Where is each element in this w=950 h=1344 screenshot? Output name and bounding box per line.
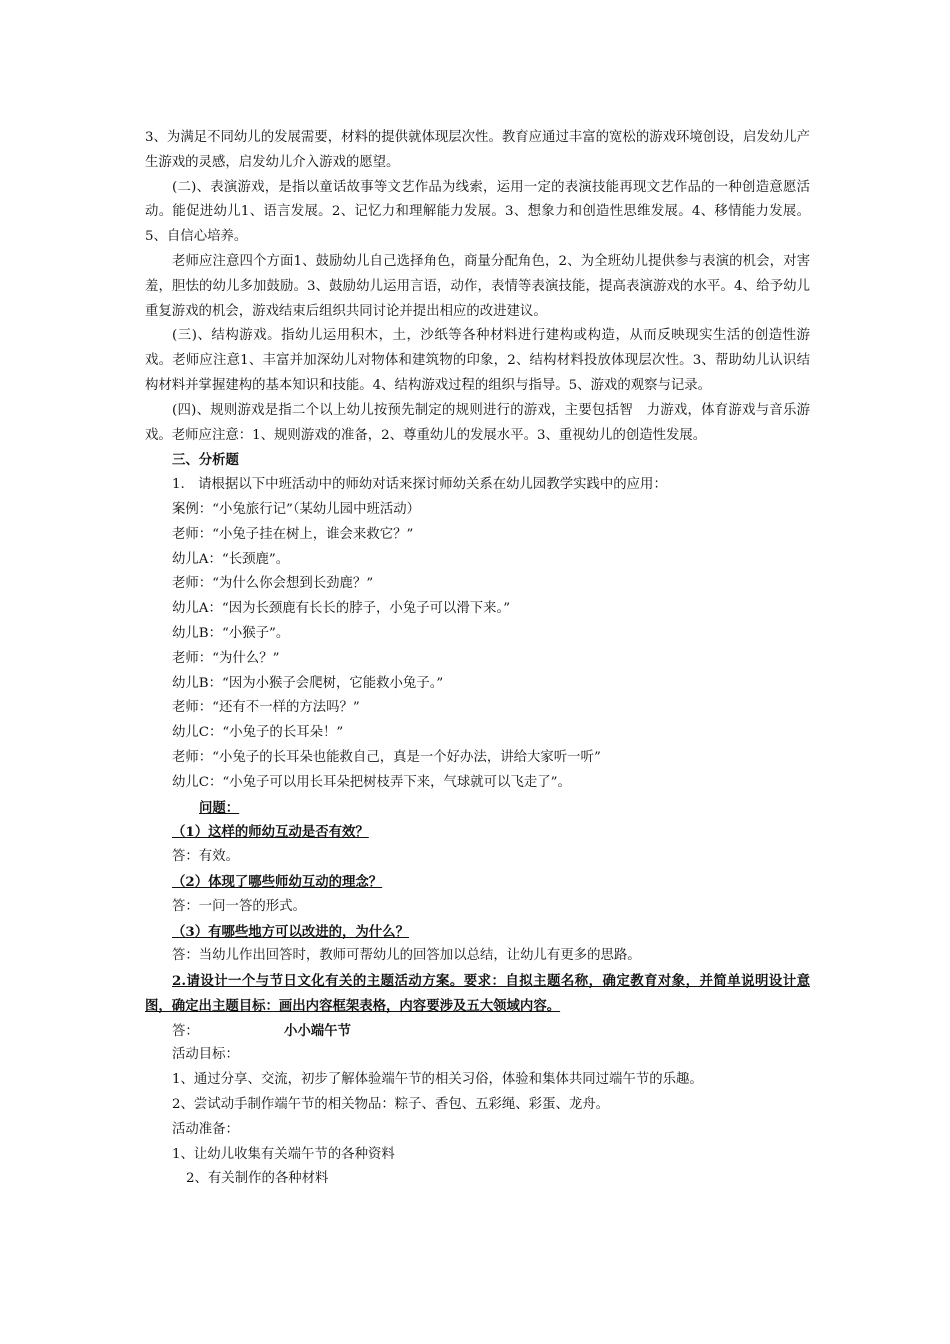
answer-1: 答：有效。 — [172, 849, 239, 865]
goal-item: 2、尝试动手制作端午节的相关物品：粽子、香包、五彩绳、彩蛋、龙舟。 — [172, 1097, 610, 1113]
paragraph-construction-game: (三)、结构游戏。指幼儿运用积木，土，沙纸等各种材料进行建构或构造，从而反映现实生活的创造性游戏。老师应注意1、丰富并加深幼儿对物体和建筑物的印象，2、结构材料投放体现层次性。3、帮助幼儿认识结构材料并掌握建构的基本知识和技能。4、结构游戏过程的组织与指导。5、游戏的观察与记录。 — [145, 328, 810, 393]
question-2: （2）体现了哪些师幼互动的理念？ — [172, 873, 383, 890]
goals-label: 活动目标： — [172, 1047, 239, 1063]
prep-label: 活动准备： — [172, 1121, 239, 1137]
dialogue-line: 老师：“小兔子的长耳朵也能救自己，真是一个好办法，讲给大家听一听” — [172, 749, 601, 765]
prep-item: 1、让幼儿收集有关端午节的各种资料 — [172, 1146, 395, 1162]
paragraph-teacher-notes: 老师应注意四个方面1、鼓励幼儿自己选择角色，商量分配角色，2、为全班幼儿提供参与表演的机会，对害羞，胆怯的幼儿多加鼓励。3、鼓励幼儿运用言语，动作，表情等表演技能，提高表演游戏的水平。4、给予幼儿重复游戏的机会，游戏结束后组织共同讨论并提出相应的改进建议。 — [145, 253, 810, 319]
dialogue-block — [145, 498, 810, 796]
dialogue-line: 老师：“还有不一样的方法吗？” — [172, 700, 360, 716]
theme-title: 小小端午节 — [284, 1022, 351, 1039]
questions-label-row — [145, 796, 810, 821]
answer-3: 答：当幼儿作出回答时，教师可帮幼儿的回答加以总结，让幼儿有更多的思路。 — [172, 948, 641, 964]
answer-theme-row — [145, 1019, 810, 1044]
section-heading-analysis: 三、分析题 — [172, 452, 239, 469]
dialogue-line: 幼儿C：“小兔子可以用长耳朵把树枝弄下来，气球就可以飞走了”。 — [172, 774, 571, 790]
question-design-activity: 2.请设计一个与节日文化有关的主题活动方案。要求：自拟主题名称，确定教育对象，并简单说明设计意图，确定出主题目标：画出内容框架表格，内容要涉及五大领域内容。 — [145, 973, 810, 1014]
dialogue-line: 幼儿A：“长颈鹿”。 — [172, 551, 290, 567]
dialogue-line: 老师：“为什么你会想到长劲鹿？” — [172, 576, 374, 592]
dialogue-line: 老师：“为什么？” — [172, 650, 280, 666]
paragraph-materials: 3、为满足不同幼儿的发展需要，材料的提供就体现层次性。教育应通过丰富的宽松的游戏环境创设，启发幼儿产生游戏的灵感，启发幼儿介入游戏的愿望。 — [145, 130, 810, 170]
dialogue-line: 幼儿A：“因为长颈鹿有长长的脖子，小兔子可以滑下来。” — [172, 601, 511, 617]
dialogue-line: 幼儿C：“小兔子的长耳朵！” — [172, 725, 344, 741]
dialogue-line: 老师：“小兔子挂在树上，谁会来救它？” — [172, 526, 414, 542]
question-3: （3）有哪些地方可以改进的，为什么？ — [172, 923, 409, 940]
paragraph-performance-game: (二)、表演游戏，是指以童话故事等文艺作品为线索，运用一定的表演技能再现文艺作品的一种创造意愿活动。能促进幼儿1、语言发展。2、记忆力和理解能力发展。3、想象力和创造性思维发展。4、移情能力发展。5、自信心培养。 — [145, 179, 810, 245]
answer-2: 答：一问一答的形式。 — [172, 898, 306, 914]
goal-item: 1、通过分享、交流，初步了解体验端午节的相关习俗，体验和集体共同过端午节的乐趣。 — [172, 1072, 703, 1088]
dialogue-line: 案例：“小兔旅行记”（某幼儿园中班活动） — [172, 501, 421, 517]
dialogue-line: 幼儿B：“因为小猴子会爬树，它能救小兔子。” — [172, 675, 444, 691]
prep-item: 2、有关制作的各种材料 — [186, 1171, 329, 1187]
answer-prefix: 答： — [172, 1023, 199, 1039]
question-1-intro: 1. 请根据以下中班活动中的师幼对话来探讨师幼关系在幼儿园教学实践中的应用： — [172, 477, 667, 493]
dialogue-line: 幼儿B：“小猴子”。 — [172, 625, 290, 641]
questions-label: 问题： — [199, 799, 240, 816]
question-1: （1）这样的师幼互动是否有效？ — [172, 824, 369, 841]
document-body — [145, 126, 810, 1192]
paragraph-rule-game: (四)、规则游戏是指二个以上幼儿按预先制定的规则进行的游戏，主要包括智 力游戏，体育游戏与音乐游戏。老师应注意：1、规则游戏的准备，2、尊重幼儿的发展水平。3、重视幼儿的创造性发展。 — [145, 402, 810, 443]
